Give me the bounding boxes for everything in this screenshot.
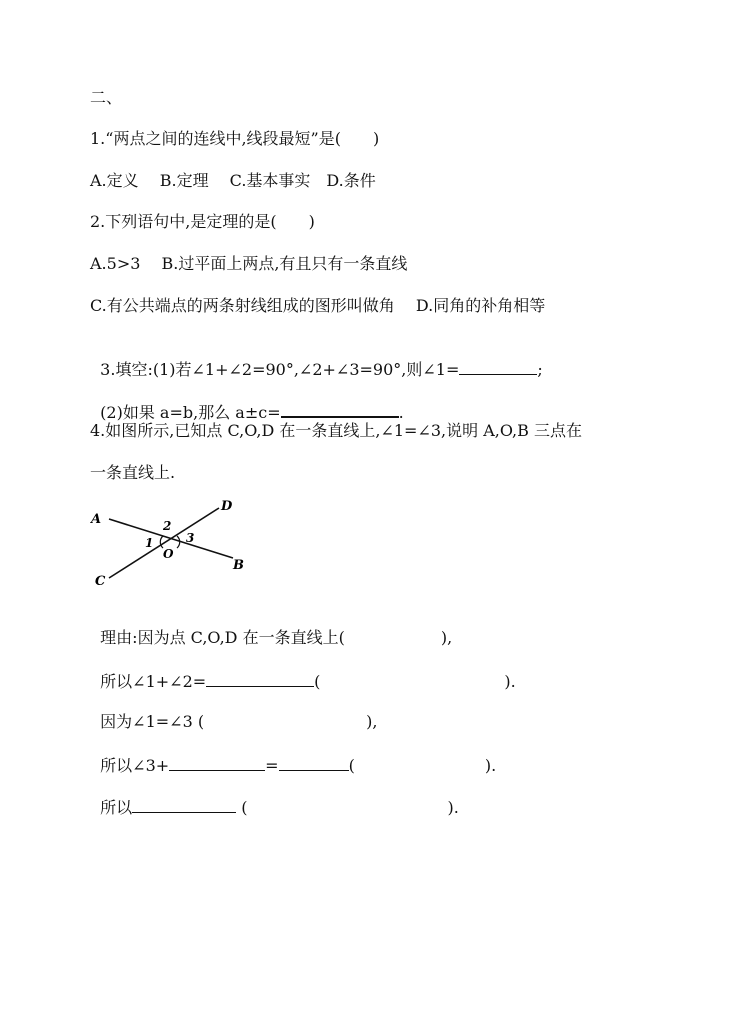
answer-blank[interactable] [459,358,537,375]
reason-line-2-mid: ( [314,672,321,691]
section-heading: 二、 [90,88,123,107]
reason-line-3-suffix: ), [366,712,378,731]
label-a: A [91,512,102,527]
label-o: O [163,547,174,561]
question-3-part2-prefix: (2)如果 a=b,那么 a±c= [100,403,281,422]
answer-blank[interactable] [279,754,349,771]
label-c: C [95,574,106,589]
reason-line-1-suffix: ), [440,628,453,647]
answer-blank[interactable] [206,670,314,687]
answer-blank[interactable] [169,754,265,771]
reason-line-5-suffix: ). [447,798,459,817]
reason-line-2-prefix: 所以∠1+∠2= [100,672,207,691]
reason-line-2-suffix: ). [504,672,516,691]
answer-blank[interactable] [132,796,236,813]
question-3-part1 [90,338,543,380]
answer-blank[interactable] [281,400,399,418]
reason-line-5 [90,776,459,818]
question-2-options-line1: A.5>3 B.过平面上两点,有且只有一条直线 [90,254,408,273]
question-1-stem: 1.“两点之间的连线中,线段最短”是( ) [90,129,380,148]
reason-line-4 [90,734,496,776]
reason-line-2 [90,650,516,692]
question-4-figure [85,492,255,592]
reason-line-5-mid: ( [236,798,248,817]
question-4-stem-line1: 4.如图所示,已知点 C,O,D 在一条直线上,∠1=∠3,说明 A,O,B 三点在 [90,421,582,440]
question-3-part2-suffix: . [398,403,404,422]
question-3-part1-suffix: ; [537,360,543,379]
reason-line-4-mid2: ( [348,756,355,775]
reason-line-1 [90,608,452,648]
question-3-part1-prefix: 3.填空:(1)若∠1+∠2=90°,∠2+∠3=90°,则∠1= [100,360,460,379]
label-angle-2: 2 [163,519,172,533]
label-d: D [221,499,233,514]
reason-line-4-suffix: ). [484,756,497,775]
angle-3-arc [177,536,180,548]
label-b: B [233,558,244,573]
question-3-part2 [90,380,404,423]
label-angle-1: 1 [145,536,154,550]
reason-line-3 [90,692,377,732]
question-2-stem: 2.下列语句中,是定理的是( ) [90,212,315,231]
reason-line-4-mid1: = [265,756,279,775]
reason-line-4-prefix: 所以∠3+ [100,756,170,775]
question-4-stem-line2: 一条直线上. [90,463,176,482]
reason-line-5-prefix: 所以 [100,798,133,817]
question-2-options-line2: C.有公共端点的两条射线组成的图形叫做角 D.同角的补角相等 [90,296,546,315]
question-1-options: A.定义 B.定理 C.基本事实 D.条件 [90,171,376,190]
label-angle-3: 3 [186,531,195,545]
reason-line-3-prefix: 因为∠1=∠3 ( [100,712,205,731]
reason-line-1-prefix: 理由:因为点 C,O,D 在一条直线上( [100,628,345,647]
